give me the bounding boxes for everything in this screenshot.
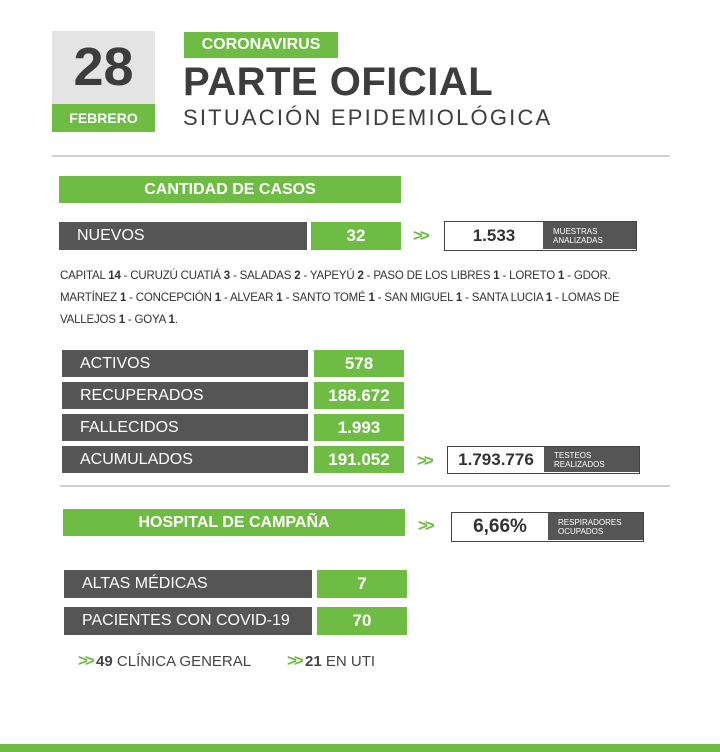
city-item [240,270,301,282]
date-month: FEBRERO [52,104,155,132]
activos-label: ACTIVOS [62,350,308,377]
city-count: 1 [168,314,175,326]
acumulados-label: ACUMULADOS [62,446,308,473]
city-item [136,292,221,304]
city-count: 1 [455,292,463,304]
page-title: PARTE OFICIAL [183,60,494,104]
city-name: LOMAS DE VALLEJOS [60,292,620,326]
double-chevron-right-icon: >> [417,451,431,470]
city-name: SAN MIGUEL [384,292,453,304]
city-item [373,270,499,282]
uti-label: EN UTI [325,653,376,670]
fallecidos-label: FALLECIDOS [62,414,308,441]
city-count: 1 [545,292,553,304]
muestras-label-line2: ANALIZADAS [553,235,603,245]
nuevos-value: 32 [311,222,401,250]
double-chevron-right-icon: >> [78,651,92,670]
city-count: 1 [368,292,375,304]
city-item [230,292,283,304]
pacientes-label: PACIENTES CON COVID-19 [64,607,312,635]
city-item [130,270,230,282]
city-count: 1 [214,292,221,304]
altas-label: ALTAS MÉDICAS [64,570,312,598]
city-name: GDOR. MARTÍNEZ [60,270,611,304]
clinica-value: 49 [96,653,113,670]
city-count: 1 [493,270,500,282]
city-count: 1 [276,292,283,304]
pacientes-value: 70 [317,607,407,635]
muestras-label [543,222,636,249]
stats-divider [60,485,670,487]
testeos-label [544,447,639,472]
nuevos-label: NUEVOS [59,222,307,250]
muestras-box [444,221,637,251]
testeos-label-line1: TESTEOS [554,450,592,460]
clinica-general-item [78,650,251,673]
city-count: 14 [108,270,121,282]
muestras-value: 1.533 [472,226,516,245]
city-name: YAPEYÚ [309,270,355,282]
testeos-label-line2: REALIZADOS [554,459,605,469]
city-count: 2 [294,270,301,282]
altas-value: 7 [317,570,407,598]
uti-value: 21 [305,653,322,670]
page-subtitle: SITUACIÓN EPIDEMIOLÓGICA [183,105,553,130]
testeos-value: 1.793.776 [458,450,534,469]
city-name: LORETO [509,270,556,282]
city-name: SANTO TOMÉ [292,292,366,304]
uti-item [287,650,375,673]
respiradores-box [451,512,644,542]
city-count: 2 [357,270,364,282]
header-divider [52,155,670,157]
recuperados-label: RECUPERADOS [62,382,308,409]
city-count: 1 [118,314,125,326]
coronavirus-tag: CORONAVIRUS [184,32,338,58]
city-item [60,270,121,282]
city-name: CONCEPCIÓN [135,292,212,304]
fallecidos-value: 1.993 [314,414,404,441]
city-name: CAPITAL [60,270,106,282]
city-name: PASO DE LOS LIBRES [373,270,491,282]
acumulados-value: 191.052 [314,446,404,473]
respiradores-value: 6,66% [473,516,527,537]
city-item [384,292,462,304]
cities-list: CAPITAL 14 - CURUZÚ CUATIÁ 3 - SALADAS 2 - YAPEYÚ 2 - PASO DE LOS LIBRES 1 - LORETO 1 - GDOR. MARTÍNEZ 1 - CONCEPCIÓN 1 - ALVEAR 1 - SANTO TOMÉ 1 - SAN MIGUEL 1 - SANTA LUCIA 1 - LOMAS DE VALLEJOS 1 - GOYA 1. [60,270,620,326]
city-count: 3 [223,270,230,282]
city-item [509,270,564,282]
casos-heading: CANTIDAD DE CASOS [59,176,401,203]
city-item [135,314,175,326]
muestras-label-line1: MUESTRAS [553,226,598,236]
footer-bar [0,744,720,752]
respiradores-label [548,513,643,540]
hospital-heading: HOSPITAL DE CAMPAÑA [63,509,405,536]
double-chevron-right-icon: >> [418,516,432,535]
city-name: GOYA [134,314,166,326]
double-chevron-right-icon: >> [287,651,301,670]
city-name: ALVEAR [229,292,274,304]
clinica-label: CLÍNICA GENERAL [116,653,252,670]
city-name: SANTA LUCIA [471,292,543,304]
city-item [310,270,364,282]
city-count: 1 [119,292,127,304]
recuperados-value: 188.672 [314,382,404,409]
activos-value: 578 [314,350,404,377]
city-count: 1 [558,270,565,282]
respiradores-label-line2: OCUPADOS [558,526,604,536]
date-day: 28 [73,37,134,97]
city-item [472,292,552,304]
testeos-box [447,446,640,474]
respiradores-label-line1: RESPIRADORES [558,517,622,527]
city-item [292,292,375,304]
city-name: SALADAS [239,270,292,282]
city-name: CURUZÚ CUATIÁ [130,270,221,282]
double-chevron-right-icon: >> [413,226,427,245]
